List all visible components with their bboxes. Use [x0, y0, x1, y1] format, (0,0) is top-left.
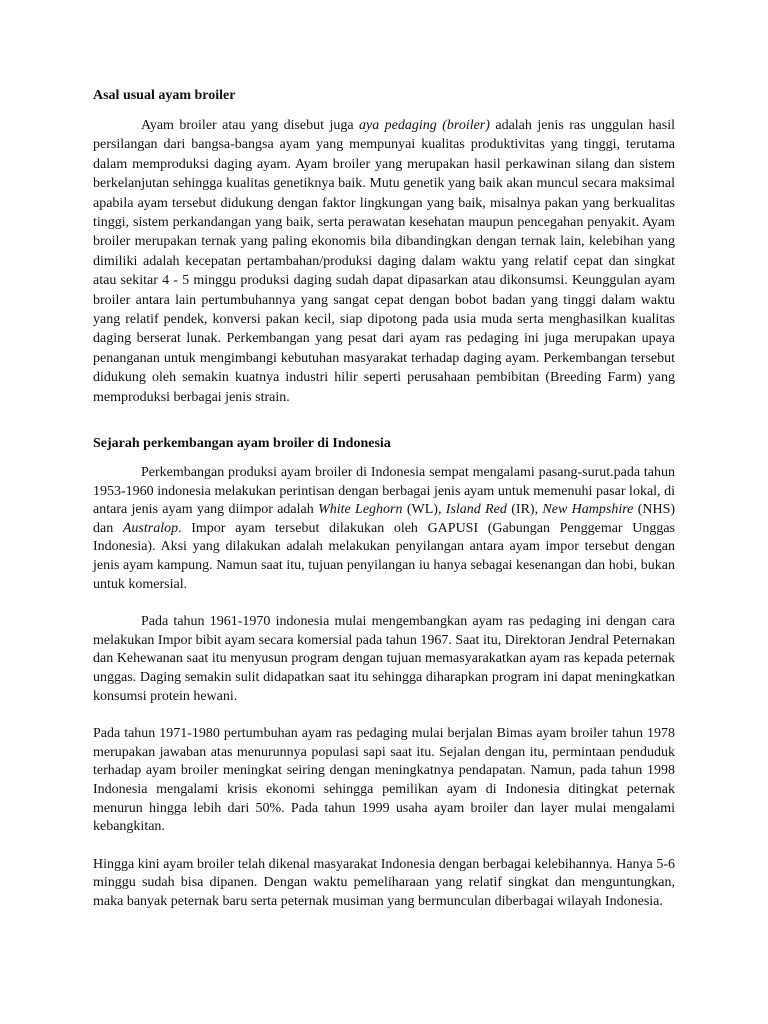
paragraph-sejarah-1953: Perkembangan produksi ayam broiler di Indonesia sempat mengalami pasang-surut.pada tahun 1953-1960 indonesia melakukan perintisan dengan berbagai jenis ayam untuk memenuhi pasar lokal, di antara jenis ayam yang diimpor adalah White Leghorn (WL), Island Red (IR), New Hampshire (NHS) dan Australop. Impor ayam tersebut dilakukan oleh GAPUSI (Gabungan Penggemar Unggas Indonesia). Aksi yang dilakukan adalah melakukan penyilangan antara ayam impor tersebut dengan jenis ayam kampung. Namun saat itu, tujuan penyilangan iu hanya sebagai kesenangan dan hobi, bukan untuk komersial.	[93, 465, 676, 592]
paragraph-sejarah-1961: Pada tahun 1961-1970 indonesia mulai mengembangkan ayam ras pedaging ini dengan cara melakukan Impor bibit ayam secara komersial pada tahun 1967. Saat itu, Direktoran Jendral Peternakan dan Kehewanan saat itu menyusun program dengan tujuan memasyarakatkan ayam ras kepada peternak unggas. Daging semakin sulit didapatkan saat itu sehingga diharapkan program ini dapat meningkatkan konsumsi protein hewani.	[93, 614, 675, 704]
paragraph-asal-usul: Ayam broiler atau yang disebut juga aya pedaging (broiler) adalah jenis ras unggulan hasil persilangan dari bangsa-bangsa ayam yang mempunyai kualitas produktivitas yang tinggi, terutama dalam memproduksi daging ayam. Ayam broiler yang merupakan hasil perkawinan silang dan sistem berkelanjutan sehingga kualitas genetiknya baik. Mutu genetik yang baik akan muncul secara maksimal apabila ayam tersebut didukung dengan faktor lingkungan yang baik, misalnya pakan yang berkualitas tinggi, sistem perkandangan yang baik, serta perawatan kesehatan maupun pencegahan penyakit. Ayam broiler merupakan ternak yang paling ekonomis bila dibandingkan dengan ternak lain, kelebihan yang dimiliki adalah kecepatan pertambahan/produksi daging dalam waktu yang relatif cepat dan singkat atau sekitar 4 - 5 minggu produksi daging sudah dapat dipasarkan atau dikonsumsi. Keunggulan ayam broiler antara lain pertumbuhannya yang sangat cepat dengan bobot badan yang tinggi dalam waktu yang relatif pendek, konversi pakan kecil, siap dipotong pada usia muda serta menghasilkan kualitas daging berserat lunak. Perkembangan yang pesat dari ayam ras pedaging ini juga merupakan upaya penanganan untuk mengimbangi kebutuhan masyarakat terhadap daging ayam. Perkembangan tersebut didukung oleh semakin kuatnya industri hilir seperti perusahaan pembibitan (Breeding Farm) yang memproduksi berbagai jenis strain.	[93, 118, 675, 405]
heading-sejarah: Sejarah perkembangan ayam broiler di Indonesia	[93, 436, 391, 452]
paragraph-sejarah-1971: Pada tahun 1971-1980 pertumbuhan ayam ras pedaging mulai berjalan Bimas ayam broiler tahun 1978 merupakan jawaban atas menurunnya populasi sapi saat itu. Sejalan dengan itu, permintaan penduduk terhadap ayam broiler meningkat seiring dengan meningkatnya pendapatan. Namun, pada tahun 1998 Indonesia mengalami krisis ekonomi sehingga pemilikan ayam di Indonesia ditingkat peternak menurun hingga lebih dari 50%. Pada tahun 1999 usaha ayam broiler dan layer mulai mengalami kebangkitan.	[93, 726, 675, 835]
heading-asal-usul: Asal usual ayam broiler	[93, 88, 236, 103]
paragraph-sejarah-kini: Hingga kini ayam broiler telah dikenal masyarakat Indonesia dengan berbagai kelebihannya. Hanya 5-6 minggu sudah bisa dipanen. Dengan waktu pemeliharaan yang relatif singkat dan menguntungkan, maka banyak peternak baru serta peternak musiman yang bermunculan diberbagai wilayah Indonesia.	[93, 856, 675, 909]
document-body	[93, 86, 675, 912]
